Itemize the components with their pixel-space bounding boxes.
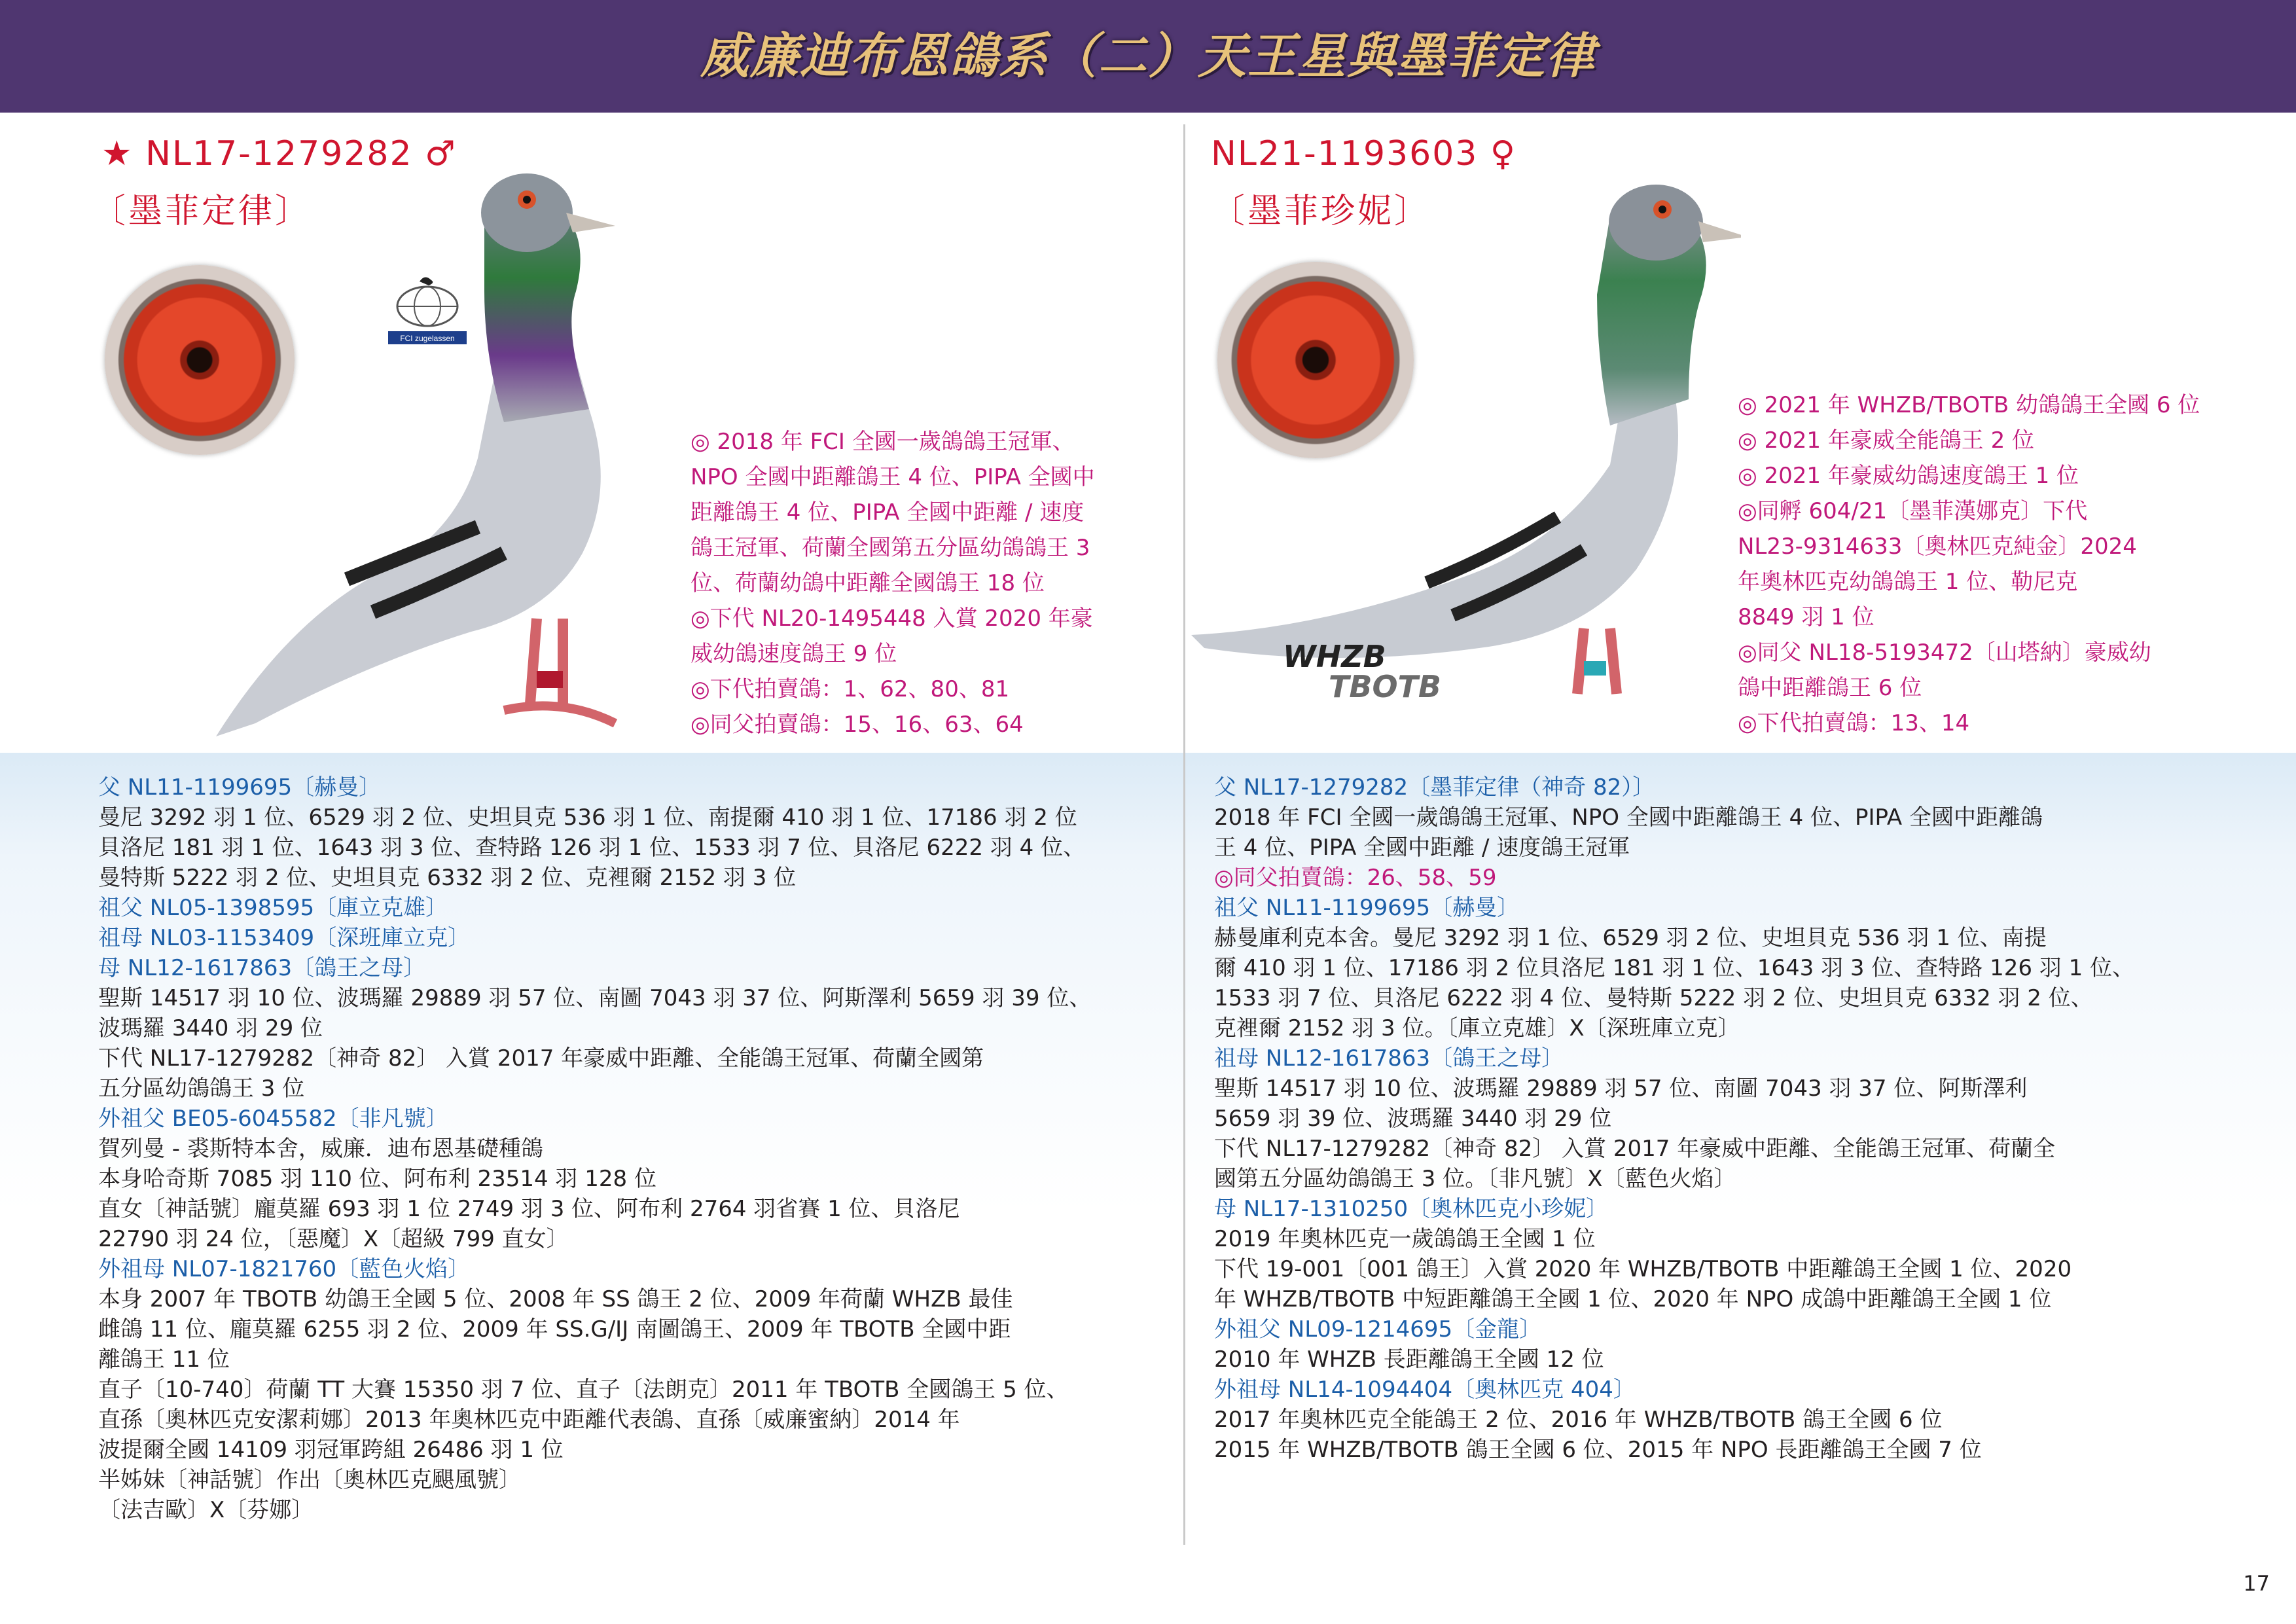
left-pedigree — [98, 772, 1091, 1525]
award-line: ◎ 2018 年 FCI 全國一歲鴿鴿王冠軍、 — [691, 429, 1075, 455]
pedigree-line: 聖斯 14517 羽 10 位、波瑪羅 29889 羽 57 位、南圖 7043 羽 37 位、阿斯澤利 — [1214, 1075, 2028, 1102]
right-pigeon-photo — [1191, 177, 1741, 716]
award-line: ◎下代拍賣鴿：13、14 — [1738, 710, 1970, 736]
pedigree-line: 爾 410 羽 1 位、17186 羽 2 位貝洛尼 181 羽 1 位、1643 羽 3 位、查特路 126 羽 1 位、 — [1214, 955, 2135, 981]
award-line: 8849 羽 1 位 — [1738, 604, 1874, 630]
whzb-tbotb-logo — [1283, 641, 1441, 702]
pedigree-line: 雌鴿 11 位、龐莫羅 6255 羽 2 位、2009 年 SS.G/IJ 南圖鴿王、2009 年 TBOTB 全國中距 — [98, 1316, 1011, 1343]
pedigree-heading: 母 NL12-1617863〔鴿王之母〕 — [98, 955, 426, 981]
pedigree-heading: 母 NL17-1310250〔奧林匹克小珍妮〕 — [1214, 1196, 1609, 1222]
pedigree-line: 1533 羽 7 位、貝洛尼 6222 羽 4 位、曼特斯 5222 羽 2 位、史坦貝克 6332 羽 2 位、 — [1214, 985, 2093, 1011]
award-line: 鴿王冠軍、荷蘭全國第五分區幼鴿鴿王 3 — [691, 535, 1090, 561]
pedigree-line: 2019 年奧林匹克一歲鴿鴿王全國 1 位 — [1214, 1226, 1596, 1252]
fci-label: FCI zugelassen — [400, 334, 455, 343]
pedigree-heading: 外祖父 BE05-6045582〔非凡號〕 — [98, 1106, 448, 1132]
award-line: ◎同父拍賣鴿：15、16、63、64 — [691, 712, 1024, 738]
award-line: ◎ 2021 年豪威全能鴿王 2 位 — [1738, 427, 2035, 454]
right-ring-id: NL21-1193603 ♀ — [1211, 134, 1517, 173]
pedigree-line: 貝洛尼 181 羽 1 位、1643 羽 3 位、查特路 126 羽 1 位、1533 羽 7 位、貝洛尼 6222 羽 4 位、 — [98, 835, 1086, 861]
whzb-logo-line1: WHZB — [1283, 639, 1386, 674]
pedigree-line: 下代 NL17-1279282〔神奇 82〕 入賞 2017 年豪威中距離、全能鴿王冠軍、荷蘭全 — [1214, 1136, 2056, 1162]
pedigree-heading: 祖父 NL05-1398595〔庫立克雄〕 — [98, 895, 448, 921]
pedigree-heading: 外祖父 NL09-1214695〔金龍〕 — [1214, 1316, 1542, 1343]
pedigree-line: 半姊妹〔神話號〕作出〔奧林匹克颶風號〕 — [98, 1467, 521, 1493]
pedigree-line: 曼尼 3292 羽 1 位、6529 羽 2 位、史坦貝克 536 羽 1 位、南提爾 410 羽 1 位、17186 羽 2 位 — [98, 804, 1077, 831]
pedigree-line: 直女〔神話號〕龐莫羅 693 羽 1 位 2749 羽 3 位、阿布利 2764 羽省賽 1 位、貝洛尼 — [98, 1196, 960, 1222]
pedigree-line: ◎同父拍賣鴿：26、58、59 — [1214, 865, 1497, 891]
award-line: ◎同父 NL18-5193472〔山塔納〕豪威幼 — [1738, 640, 2151, 666]
pedigree-line: 克裡爾 2152 羽 3 位。〔庫立克雄〕X〔深班庫立克〕 — [1214, 1015, 1740, 1041]
left-awards — [691, 424, 1095, 742]
pedigree-line: 聖斯 14517 羽 10 位、波瑪羅 29889 羽 57 位、南圖 7043 羽 37 位、阿斯澤利 5659 羽 39 位、 — [98, 985, 1092, 1011]
pedigree-line: 直子〔10-740〕荷蘭 TT 大賽 15350 羽 7 位、直子〔法朗克〕2011 年 TBOTB 全國鴿王 5 位、 — [98, 1377, 1069, 1403]
pedigree-heading: 祖母 NL12-1617863〔鴿王之母〕 — [1214, 1045, 1564, 1072]
pedigree-line: 2010 年 WHZB 長距離鴿王全國 12 位 — [1214, 1346, 1604, 1373]
pedigree-line: 本身哈奇斯 7085 羽 110 位、阿布利 23514 羽 128 位 — [98, 1166, 656, 1192]
left-pigeon-photo — [196, 160, 694, 746]
pedigree-line: 赫曼庫利克本舍。曼尼 3292 羽 1 位、6529 羽 2 位、史坦貝克 536 羽 1 位、南提 — [1214, 925, 2047, 951]
pedigree-line: 國第五分區幼鴿鴿王 3 位。〔非凡號〕X〔藍色火焰〕 — [1214, 1166, 1736, 1192]
right-bird-name: 〔墨菲珍妮〕 — [1211, 192, 1431, 231]
pedigree-heading: 外祖母 NL07-1821760〔藍色火焰〕 — [98, 1256, 471, 1282]
pedigree-heading: 父 NL17-1279282〔墨菲定律（神奇 82）〕 — [1214, 774, 1655, 801]
pedigree-line: 〔法吉歐〕X〔芬娜〕 — [98, 1497, 314, 1523]
pedigree-line: 賀列曼 - 裘斯特本舍，威廉．迪布恩基礎種鴿 — [98, 1136, 543, 1162]
page-title: 威廉迪布恩鴿系（二）天王星與墨菲定律 — [700, 28, 1596, 84]
column-divider — [1183, 124, 1185, 1545]
pedigree-heading: 祖母 NL03-1153409〔深班庫立克〕 — [98, 925, 471, 951]
pedigree-line: 2018 年 FCI 全國一歲鴿鴿王冠軍、NPO 全國中距離鴿王 4 位、PIPA 全國中距離鴿 — [1214, 804, 2043, 831]
award-line: ◎下代拍賣鴿：1、62、80、81 — [691, 676, 1010, 702]
pedigree-line: 波瑪羅 3440 羽 29 位 — [98, 1015, 323, 1041]
pedigree-line: 本身 2007 年 TBOTB 幼鴿王全國 5 位、2008 年 SS 鴿王 2 位、2009 年荷蘭 WHZB 最佳 — [98, 1286, 1013, 1312]
pedigree-line: 2017 年奧林匹克全能鴿王 2 位、2016 年 WHZB/TBOTB 鴿王全國 6 位 — [1214, 1407, 1943, 1433]
award-line: 距離鴿王 4 位、PIPA 全國中距離 / 速度 — [691, 499, 1085, 526]
award-line: NPO 全國中距離鴿王 4 位、PIPA 全國中 — [691, 464, 1095, 490]
pedigree-line: 年 WHZB/TBOTB 中短距離鴿王全國 1 位、2020 年 NPO 成鴿中距離鴿王全國 1 位 — [1214, 1286, 2052, 1312]
left-ring-id: ★ NL17-1279282 ♂ — [101, 134, 457, 173]
award-line: 鴿中距離鴿王 6 位 — [1738, 675, 1922, 701]
award-line: 年奧林匹克幼鴿鴿王 1 位、勒尼克 — [1738, 569, 2078, 595]
pedigree-line: 下代 19-001〔001 鴿王〕入賞 2020 年 WHZB/TBOTB 中距離鴿王全國 1 位、2020 — [1214, 1256, 2072, 1282]
pedigree-line: 下代 NL17-1279282〔神奇 82〕 入賞 2017 年豪威中距離、全能鴿王冠軍、荷蘭全國第 — [98, 1045, 984, 1072]
pedigree-line: 王 4 位、PIPA 全國中距離 / 速度鴿王冠軍 — [1214, 835, 1630, 861]
pedigree-line: 波提爾全國 14109 羽冠軍跨組 26486 羽 1 位 — [98, 1437, 564, 1463]
award-line: ◎ 2021 年豪威幼鴿速度鴿王 1 位 — [1738, 463, 2079, 489]
right-pedigree — [1214, 772, 2134, 1465]
pedigree-line: 曼特斯 5222 羽 2 位、史坦貝克 6332 羽 2 位、克裡爾 2152 羽 3 位 — [98, 865, 797, 891]
award-line: NL23-9314633〔奧林匹克純金〕2024 — [1738, 533, 2137, 560]
page-number: 17 — [2243, 1571, 2270, 1596]
pedigree-line: 2015 年 WHZB/TBOTB 鴿王全國 6 位、2015 年 NPO 長距離鴿王全國 7 位 — [1214, 1437, 1982, 1463]
pedigree-heading: 外祖母 NL14-1094404〔奧林匹克 404〕 — [1214, 1377, 1636, 1403]
pedigree-heading: 父 NL11-1199695〔赫曼〕 — [98, 774, 382, 801]
award-line: ◎ 2021 年 WHZB/TBOTB 幼鴿鴿王全國 6 位 — [1738, 392, 2200, 418]
whzb-logo-line2: TBOTB — [1329, 669, 1441, 704]
award-line: 位、荷蘭幼鴿中距離全國鴿王 18 位 — [691, 570, 1045, 596]
left-bird-name: 〔墨菲定律〕 — [92, 192, 312, 231]
pedigree-line: 直孫〔奧林匹克安潔莉娜〕2013 年奧林匹克中距離代表鴿、直孫〔威廉蜜納〕2014 年 — [98, 1407, 960, 1433]
pedigree-heading: 祖父 NL11-1199695〔赫曼〕 — [1214, 895, 1520, 921]
award-line: ◎下代 NL20-1495448 入賞 2020 年豪 — [691, 605, 1093, 632]
pedigree-line: 離鴿王 11 位 — [98, 1346, 230, 1373]
pedigree-line: 5659 羽 39 位、波瑪羅 3440 羽 29 位 — [1214, 1106, 1612, 1132]
award-line: 威幼鴿速度鴿王 9 位 — [691, 641, 897, 667]
pedigree-line: 22790 羽 24 位，〔惡魔〕X〔超級 799 直女〕 — [98, 1226, 569, 1252]
right-awards — [1738, 388, 2200, 741]
award-line: ◎同孵 604/21〔墨菲漢娜克〕下代 — [1738, 498, 2088, 524]
pedigree-line: 五分區幼鴿鴿王 3 位 — [98, 1075, 305, 1102]
